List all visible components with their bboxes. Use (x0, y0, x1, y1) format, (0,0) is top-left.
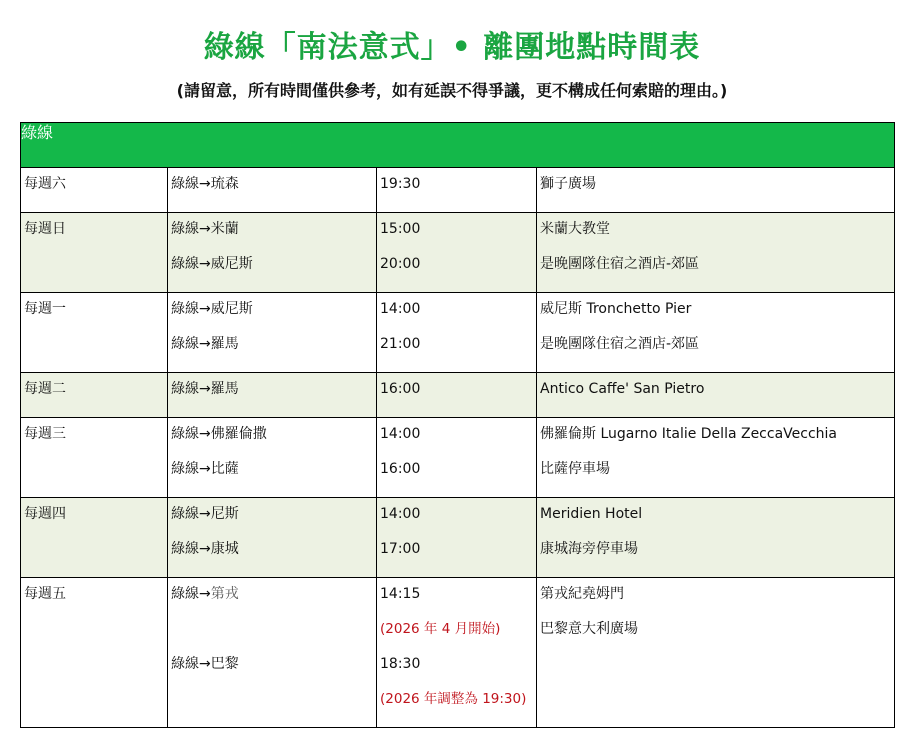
page-title: 綠線「南法意式」• 離團地點時間表 (203, 30, 701, 65)
location-cell (537, 578, 895, 728)
time-label: 16:00 (380, 381, 421, 397)
time-label: 14:00 (380, 301, 421, 317)
time-label: 14:15 (380, 586, 421, 602)
time-note: (2026 年 4 月開始) (380, 621, 501, 637)
route-cell (168, 293, 377, 373)
route-label: 綠線→威尼斯 (171, 301, 253, 317)
day-label: 每週三 (24, 426, 66, 442)
day-cell (21, 418, 168, 498)
time-label: 21:00 (380, 336, 421, 352)
table-header-row (21, 123, 895, 168)
route-label: 綠線→佛羅倫撒 (171, 426, 267, 442)
location-cell (537, 373, 895, 418)
route-cell (168, 213, 377, 293)
schedule-table (20, 122, 895, 728)
time-cell (377, 498, 537, 578)
time-label: 19:30 (380, 176, 421, 192)
location-cell (537, 293, 895, 373)
table-row (21, 418, 895, 498)
route-cell (168, 418, 377, 498)
table-row (21, 578, 895, 728)
time-label: 17:00 (380, 541, 421, 557)
location-cell (537, 418, 895, 498)
day-label: 每週四 (24, 506, 66, 522)
location-cell (537, 168, 895, 213)
time-cell (377, 418, 537, 498)
time-cell (377, 373, 537, 418)
location-label: Meridien Hotel (540, 506, 643, 522)
route-label: 綠線→ (171, 586, 211, 602)
table-row (21, 168, 895, 213)
route-label: 綠線→巴黎 (171, 656, 239, 672)
route-label: 綠線→羅馬 (171, 381, 239, 397)
day-cell (21, 498, 168, 578)
day-cell (21, 168, 168, 213)
route-cell (168, 578, 377, 728)
time-label: 20:00 (380, 256, 421, 272)
route-destination-label: 第戎 (210, 586, 239, 602)
location-label: 米蘭大教堂 (540, 221, 610, 237)
time-cell (377, 168, 537, 213)
route-label: 綠線→比薩 (171, 461, 239, 477)
location-label: Antico Caffe' San Pietro (540, 381, 705, 397)
time-label: 18:30 (380, 656, 421, 672)
time-cell (377, 293, 537, 373)
location-label: 獅子廣場 (540, 176, 596, 192)
time-cell (377, 578, 537, 728)
time-label: 16:00 (380, 461, 421, 477)
day-label: 每週五 (24, 586, 66, 602)
time-label: 14:00 (380, 426, 421, 442)
table-header-label: 綠線 (21, 123, 895, 168)
disclaimer-text: (請留意，所有時間僅供參考，如有延誤不得爭議，更不構成任何索賠的理由。) (176, 81, 728, 100)
route-label: 綠線→米蘭 (171, 221, 239, 237)
route-cell (168, 168, 377, 213)
route-label: 綠線→羅馬 (171, 336, 239, 352)
day-label: 每週六 (24, 176, 66, 192)
table-row (21, 373, 895, 418)
route-cell (168, 373, 377, 418)
time-label: 14:00 (380, 506, 421, 522)
route-label: 綠線→琉森 (171, 176, 239, 192)
time-note: (2026 年調整為 19:30) (380, 691, 527, 707)
route-label: 綠線→康城 (171, 541, 239, 557)
location-label: 巴黎意大利廣場 (540, 621, 638, 637)
time-label: 15:00 (380, 221, 421, 237)
table-row (21, 213, 895, 293)
location-label: 康城海旁停車場 (540, 541, 638, 557)
table-row (21, 498, 895, 578)
location-cell (537, 213, 895, 293)
location-cell (537, 498, 895, 578)
day-label: 每週日 (24, 221, 66, 237)
time-cell (377, 213, 537, 293)
route-cell (168, 498, 377, 578)
location-label: 佛羅倫斯 Lugarno Italie Della ZeccaVecchia (540, 426, 838, 442)
day-cell (21, 373, 168, 418)
day-cell (21, 213, 168, 293)
route-label: 綠線→威尼斯 (171, 256, 253, 272)
day-cell (21, 578, 168, 728)
day-cell (21, 293, 168, 373)
location-label: 是晚團隊住宿之酒店-郊區 (540, 256, 700, 272)
location-label: 比薩停車場 (540, 461, 610, 477)
table-row (21, 293, 895, 373)
route-label: 綠線→尼斯 (171, 506, 239, 522)
day-label: 每週二 (24, 381, 66, 397)
location-label: 第戎紀堯姆門 (540, 586, 624, 602)
day-label: 每週一 (24, 301, 66, 317)
location-label: 是晚團隊住宿之酒店-郊區 (540, 336, 700, 352)
location-label: 威尼斯 Tronchetto Pier (540, 301, 692, 317)
